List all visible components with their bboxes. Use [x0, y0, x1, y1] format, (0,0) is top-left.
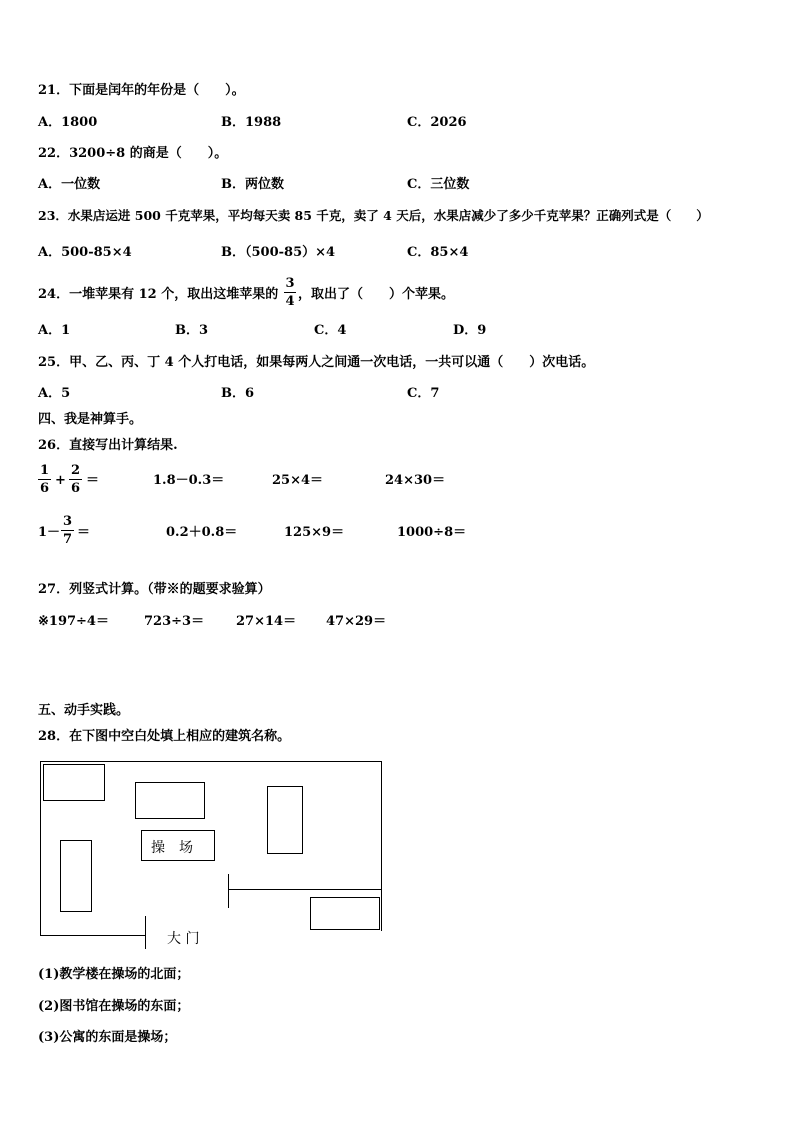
map-inner-wall: [228, 889, 382, 890]
q24-fraction: [284, 276, 296, 309]
blank-building-west: [60, 840, 92, 912]
denominator: 6: [39, 481, 50, 496]
q25-option-c: C．7: [407, 386, 440, 401]
q22-option-a: A．一位数: [38, 177, 101, 192]
q26-r2-expr-2: 0.2＋0.8＝: [166, 525, 238, 540]
q23-stem: 23．水果店运进 500 千克苹果，平均每天卖 85 千克，卖了 4 天后，水果店减少了多少千克苹果？正确列式是（ ）: [38, 208, 709, 223]
q26-r2-expr-4: 1000÷8＝: [397, 525, 467, 540]
q27-stem: 27．列竖式计算。（带※的题要求验算）: [38, 582, 271, 597]
q24-option-a: A．1: [38, 323, 71, 338]
q26-r2-fraction: [61, 514, 74, 547]
blank-building-east: [267, 786, 303, 854]
numerator: 3: [62, 514, 73, 529]
fraction-bar: [284, 292, 296, 293]
q21-stem: 21．下面是闰年的年份是（ ）。: [38, 83, 245, 98]
denominator: 7: [62, 532, 73, 547]
q28-statement-1: (1)教学楼在操场的北面；: [38, 967, 190, 982]
q27-expr-1: ※197÷4＝: [38, 614, 109, 629]
q26-r2-equals: ＝: [77, 525, 91, 540]
section-5-heading: 五、动手实践。: [38, 703, 130, 718]
blank-building-topleft: [43, 764, 105, 801]
q25-stem: 25．甲、乙、丙、丁 4 个人打电话，如果每两人之间通一次电话，一共可以通（ ）次电话。: [38, 355, 595, 370]
q26-r1-equals: ＝: [86, 473, 100, 488]
q26-stem: 26．直接写出计算结果.: [38, 438, 178, 453]
q23-option-c: C．85×4: [407, 245, 469, 260]
q22-stem: 22．3200÷8 的商是（ ）。: [38, 146, 228, 161]
q26-r1-expr-2: 1.8－0.3＝: [153, 473, 225, 488]
q23-option-a: A．500-85×4: [38, 245, 132, 260]
q28-stem: 28．在下图中空白处填上相应的建筑名称。: [38, 729, 291, 744]
map-bottom-border-left: [40, 935, 146, 936]
map-right-border: [381, 761, 382, 931]
fraction-bar: [38, 479, 51, 480]
fraction-bar: [61, 530, 74, 531]
q26-r1-fraction-2: [69, 463, 82, 496]
section-4-heading: 四、我是神算手。: [38, 412, 143, 427]
q24-stem-end: ，取出了（ ）个苹果。: [298, 287, 455, 302]
map-top-border: [40, 761, 382, 762]
q26-r1-fraction-1: [38, 463, 51, 496]
q21-option-a: A．1800: [38, 115, 98, 130]
q24-fraction-denominator: 4: [285, 294, 295, 309]
q24-fraction-numerator: 3: [285, 276, 295, 291]
playground-label: 操 场: [151, 840, 193, 856]
gate-post-right: [228, 874, 229, 908]
q21-option-c: C．2026: [407, 115, 467, 130]
q26-r1-plus: +: [55, 473, 66, 488]
q25-option-a: A．5: [38, 386, 71, 401]
numerator: 1: [39, 463, 50, 478]
playground-box: [141, 830, 215, 861]
q27-expr-4: 47×29＝: [326, 614, 387, 629]
q25-option-b: B．6: [221, 386, 255, 401]
q21-option-b: B．1988: [221, 115, 282, 130]
q28-statement-3: (3)公寓的东面是操场；: [38, 1030, 177, 1045]
blank-building-north: [135, 782, 205, 819]
numerator: 2: [70, 463, 81, 478]
q28-statement-2: (2)图书馆在操场的东面；: [38, 999, 190, 1014]
fraction-bar: [69, 479, 82, 480]
q24-option-d: D．9: [453, 323, 487, 338]
blank-building-southeast: [310, 897, 380, 930]
q24-stem-start: 24．一堆苹果有 12 个，取出这堆苹果的: [38, 287, 279, 302]
q24-option-c: C．4: [314, 323, 347, 338]
map-left-border: [40, 761, 41, 936]
q27-expr-3: 27×14＝: [236, 614, 297, 629]
q22-option-c: C．三位数: [407, 177, 470, 192]
q27-expr-2: 723÷3＝: [144, 614, 205, 629]
denominator: 6: [70, 481, 81, 496]
q24-option-b: B．3: [175, 323, 209, 338]
q22-option-b: B．两位数: [221, 177, 284, 192]
q26-r1-expr-4: 24×30＝: [385, 473, 446, 488]
q26-r1-expr-3: 25×4＝: [272, 473, 324, 488]
q23-option-b: B．（500-85）×4: [221, 245, 336, 260]
gate-label: 大 门: [167, 931, 200, 947]
gate-post-left: [145, 916, 146, 949]
q26-r2-prefix: 1－: [38, 525, 61, 540]
q26-r2-expr-3: 125×9＝: [284, 525, 345, 540]
